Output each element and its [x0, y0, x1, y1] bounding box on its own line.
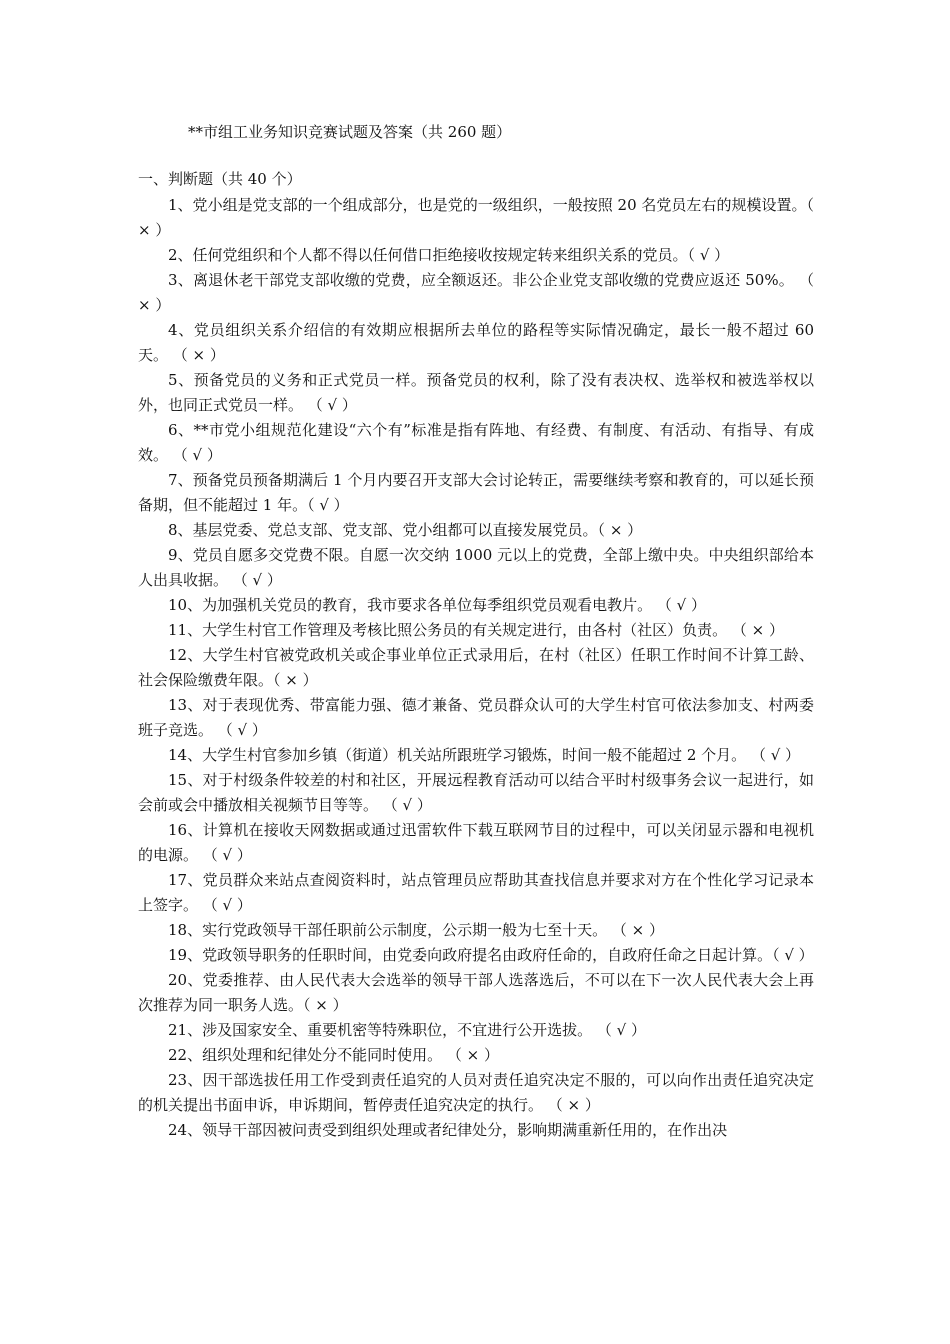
list-item: 1、党小组是党支部的一个组成部分，也是党的一级组织，一般按照 20 名党员左右的规模设置。（ × ） [138, 196, 814, 239]
list-item: 6、**市党小组规范化建设“六个有”标准是指有阵地、有经费、有制度、有活动、有指导、有成效。 （ √ ） [138, 421, 814, 464]
list-item: 22、组织处理和纪律处分不能同时使用。 （ × ） [168, 1046, 499, 1064]
list-item: 3、离退休老干部党支部收缴的党费，应全额返还。非公企业党支部收缴的党费应返还 50%。 （ × ） [138, 271, 814, 314]
list-item: 18、实行党政领导干部任职前公示制度，公示期一般为七至十天。 （ × ） [168, 921, 664, 939]
list-item: 5、预备党员的义务和正式党员一样。预备党员的权利，除了没有表决权、选举权和被选举权以外，也同正式党员一样。 （ √ ） [138, 371, 814, 414]
list-item: 7、预备党员预备期满后 1 个月内要召开支部大会讨论转正，需要继续考察和教育的，可以延长预备期，但不能超过 1 年。（ √ ） [138, 471, 814, 514]
list-item: 20、党委推荐、由人民代表大会选举的领导干部人选落选后，不可以在下一次人民代表大会上再次推荐为同一职务人选。（ × ） [138, 971, 814, 1014]
document-title: **市组工业务知识竞赛试题及答案（共 260 题） [188, 123, 512, 141]
list-item: 4、党员组织关系介绍信的有效期应根据所去单位的路程等实际情况确定，最长一般不超过 60 天。 （ × ） [138, 321, 814, 364]
list-item: 8、基层党委、党总支部、党支部、党小组都可以直接发展党员。（ × ） [168, 521, 643, 539]
list-item: 12、大学生村官被党政机关或企事业单位正式录用后，在村（社区）任职工作时间不计算工龄、社会保险缴费年限。（ × ） [138, 646, 814, 689]
list-item: 21、涉及国家安全、重要机密等特殊职位，不宜进行公开选拔。 （ √ ） [168, 1021, 646, 1039]
list-item: 11、大学生村官工作管理及考核比照公务员的有关规定进行，由各村（社区）负责。 （ × ） [168, 621, 784, 639]
list-item: 10、为加强机关党员的教育，我市要求各单位每季组织党员观看电教片。 （ √ ） [168, 596, 706, 614]
list-item: 24、领导干部因被问责受到组织处理或者纪律处分，影响期满重新任用的，在作出决 [168, 1121, 728, 1139]
list-item: 9、党员自愿多交党费不限。自愿一次交纳 1000 元以上的党费，全部上缴中央。中央组织部给本人出具收据。 （ √ ） [138, 546, 814, 589]
list-item: 14、大学生村官参加乡镇（街道）机关站所跟班学习锻炼，时间一般不能超过 2 个月。 （ √ ） [168, 746, 801, 764]
section-heading: 一、判断题（共 40 个） [138, 170, 302, 188]
list-item: 17、党员群众来站点查阅资料时，站点管理员应帮助其查找信息并要求对方在个性化学习记录本上签字。 （ √ ） [138, 871, 814, 914]
list-item: 2、任何党组织和个人都不得以任何借口拒绝接收按规定转来组织关系的党员。（ √ ） [168, 246, 730, 264]
list-item: 19、党政领导职务的任职时间，由党委向政府提名由政府任命的，自政府任命之日起计算。（ √ ） [168, 946, 814, 964]
question-list [138, 193, 814, 1143]
list-item: 23、因干部选拔任用工作受到责任追究的人员对责任追究决定不服的，可以向作出责任追究决定的机关提出书面申诉，申诉期间，暂停责任追究决定的执行。 （ × ） [138, 1071, 814, 1114]
list-item: 15、对于村级条件较差的村和社区，开展远程教育活动可以结合平时村级事务会议一起进行，如会前或会中播放相关视频节目等等。 （ √ ） [138, 771, 814, 814]
list-item: 13、对于表现优秀、带富能力强、德才兼备、党员群众认可的大学生村官可依法参加支、村两委班子竞选。 （ √ ） [138, 696, 814, 739]
list-item: 16、计算机在接收天网数据或通过迅雷软件下载互联网节目的过程中，可以关闭显示器和电视机的电源。 （ √ ） [138, 821, 814, 864]
